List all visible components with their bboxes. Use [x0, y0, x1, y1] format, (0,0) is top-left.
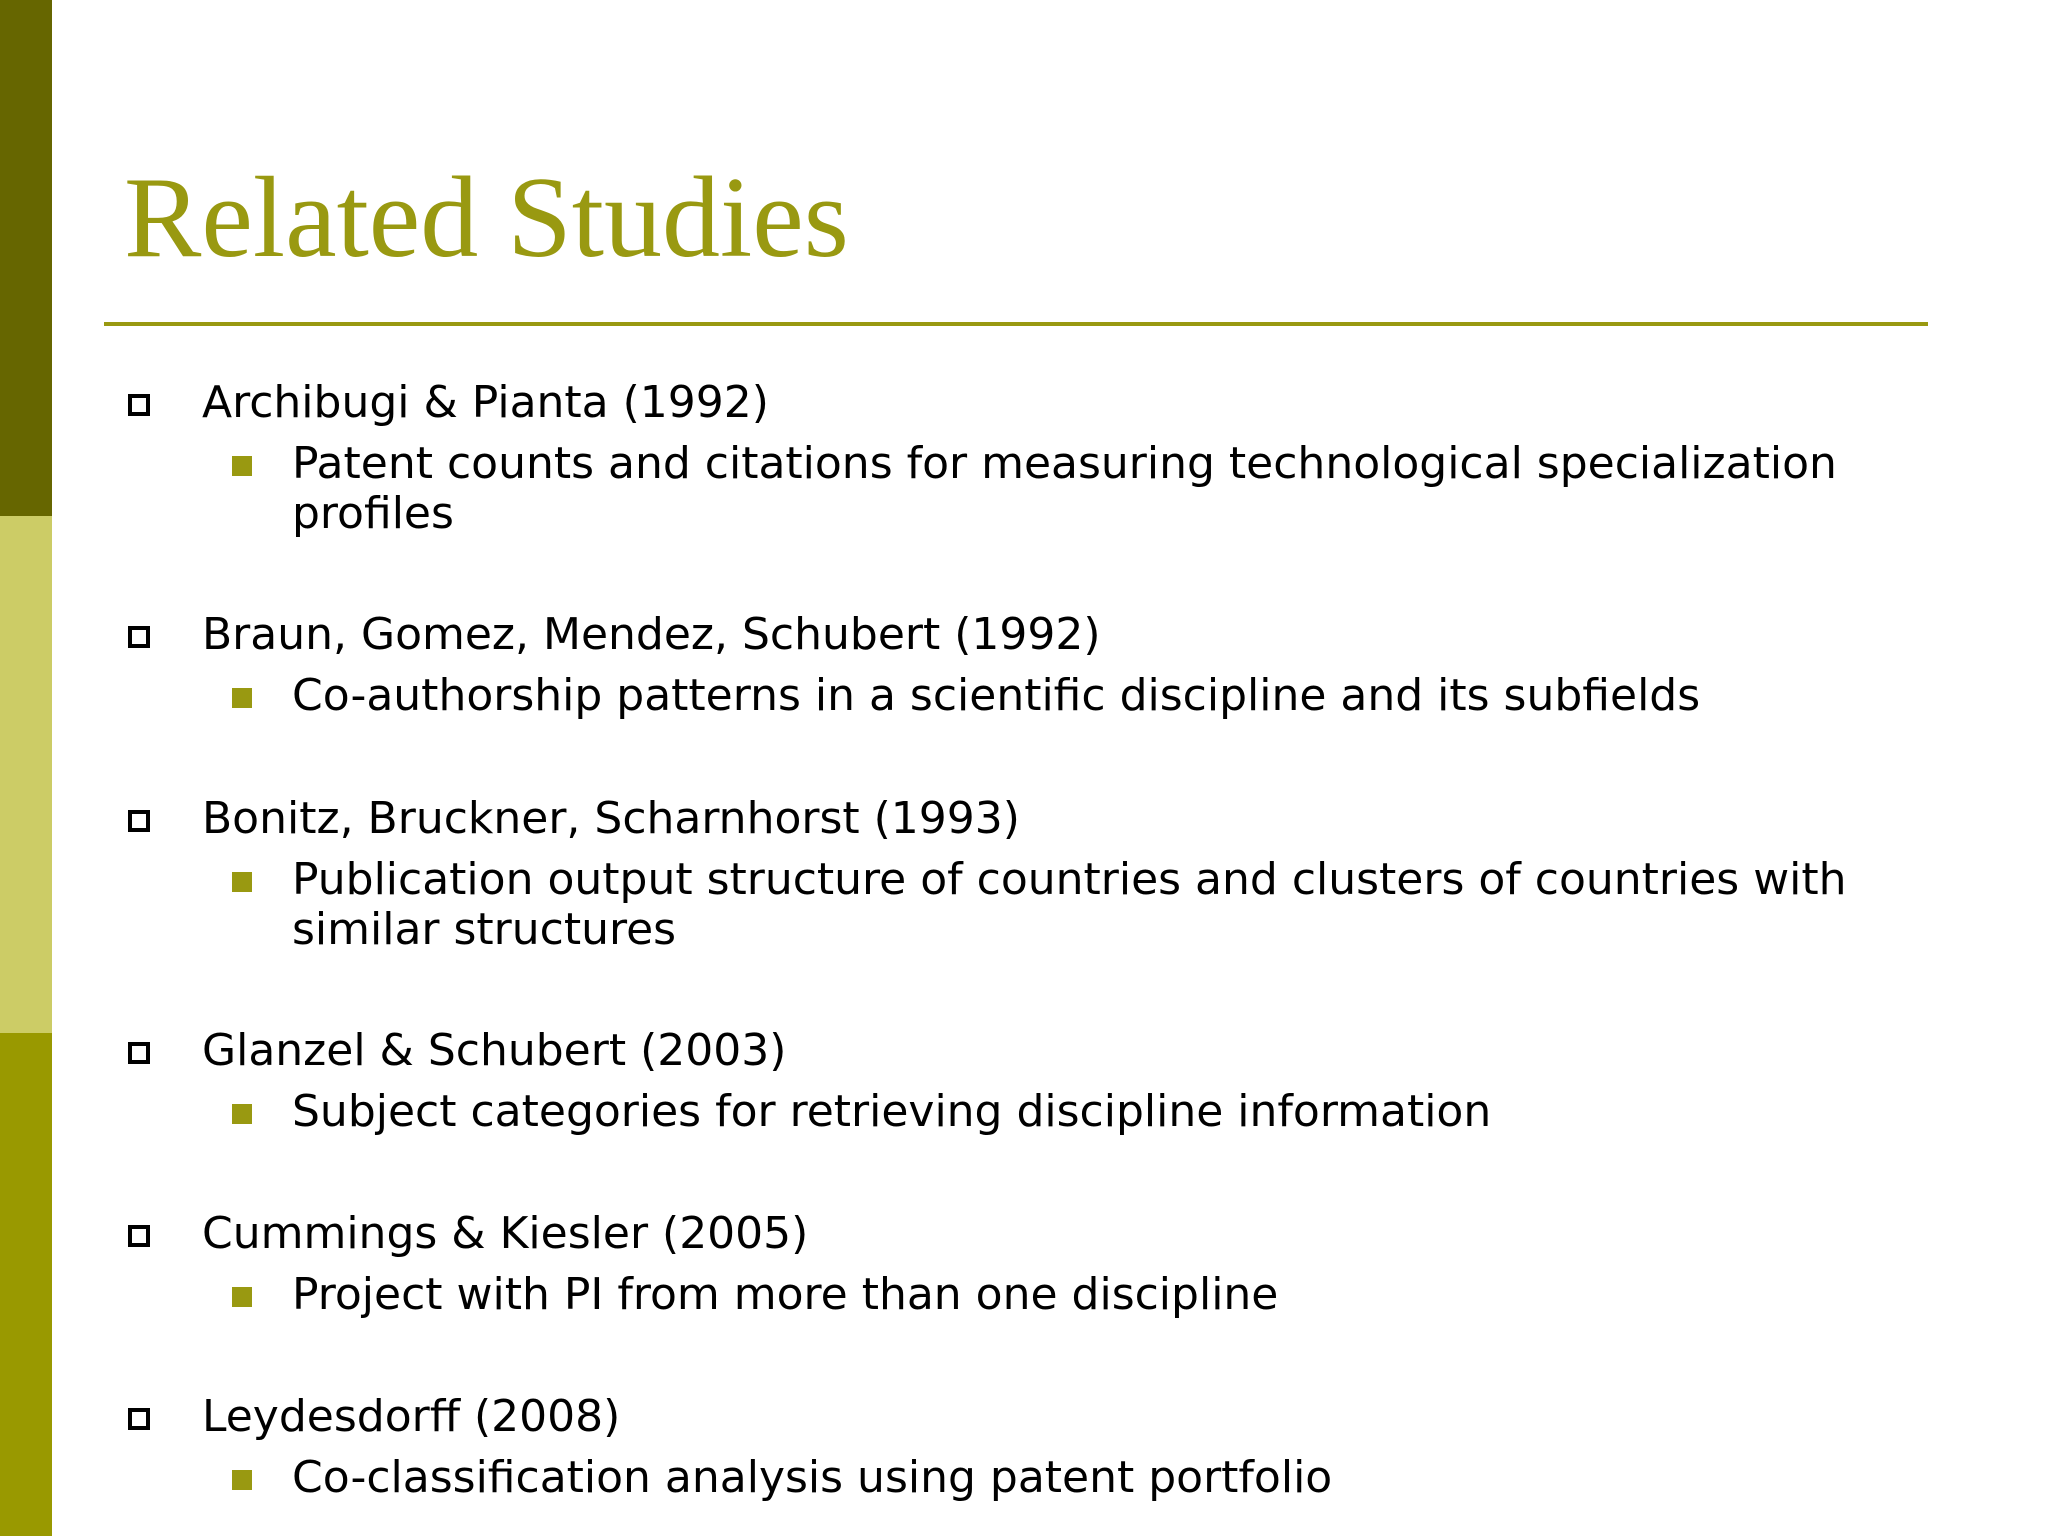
- filled-square-bullet-icon: [232, 1287, 252, 1307]
- study-citation: Braun, Gomez, Mendez, Schubert (1992): [202, 609, 1101, 660]
- hollow-square-bullet-icon: [128, 626, 150, 648]
- filled-square-bullet-icon: [232, 1470, 252, 1490]
- filled-square-bullet-icon: [232, 1104, 252, 1124]
- hollow-square-bullet-icon: [128, 1042, 150, 1064]
- study-detail: Co-classification analysis using patent portfolio: [292, 1452, 1333, 1503]
- study-citation: Bonitz, Bruckner, Scharnhorst (1993): [202, 793, 1020, 844]
- study-detail: Publication output structure of countries and clusters of countries with similar structures: [292, 854, 1847, 955]
- study-detail: Co-authorship patterns in a scientific discipline and its subfields: [292, 670, 1701, 721]
- study-detail: Subject categories for retrieving discipline information: [292, 1086, 1492, 1137]
- hollow-square-bullet-icon: [128, 394, 150, 416]
- study-citation: Cummings & Kiesler (2005): [202, 1208, 809, 1259]
- study-citation: Glanzel & Schubert (2003): [202, 1025, 787, 1076]
- study-detail: Project with PI from more than one discipline: [292, 1269, 1279, 1320]
- filled-square-bullet-icon: [232, 872, 252, 892]
- filled-square-bullet-icon: [232, 688, 252, 708]
- filled-square-bullet-icon: [232, 456, 252, 476]
- hollow-square-bullet-icon: [128, 1225, 150, 1247]
- hollow-square-bullet-icon: [128, 1408, 150, 1430]
- study-detail: Patent counts and citations for measuring technological specialization profiles: [292, 438, 1837, 539]
- slide-title: Related Studies: [124, 154, 849, 282]
- hollow-square-bullet-icon: [128, 810, 150, 832]
- study-citation: Archibugi & Pianta (1992): [202, 377, 769, 428]
- study-citation: Leydesdorff (2008): [202, 1391, 621, 1442]
